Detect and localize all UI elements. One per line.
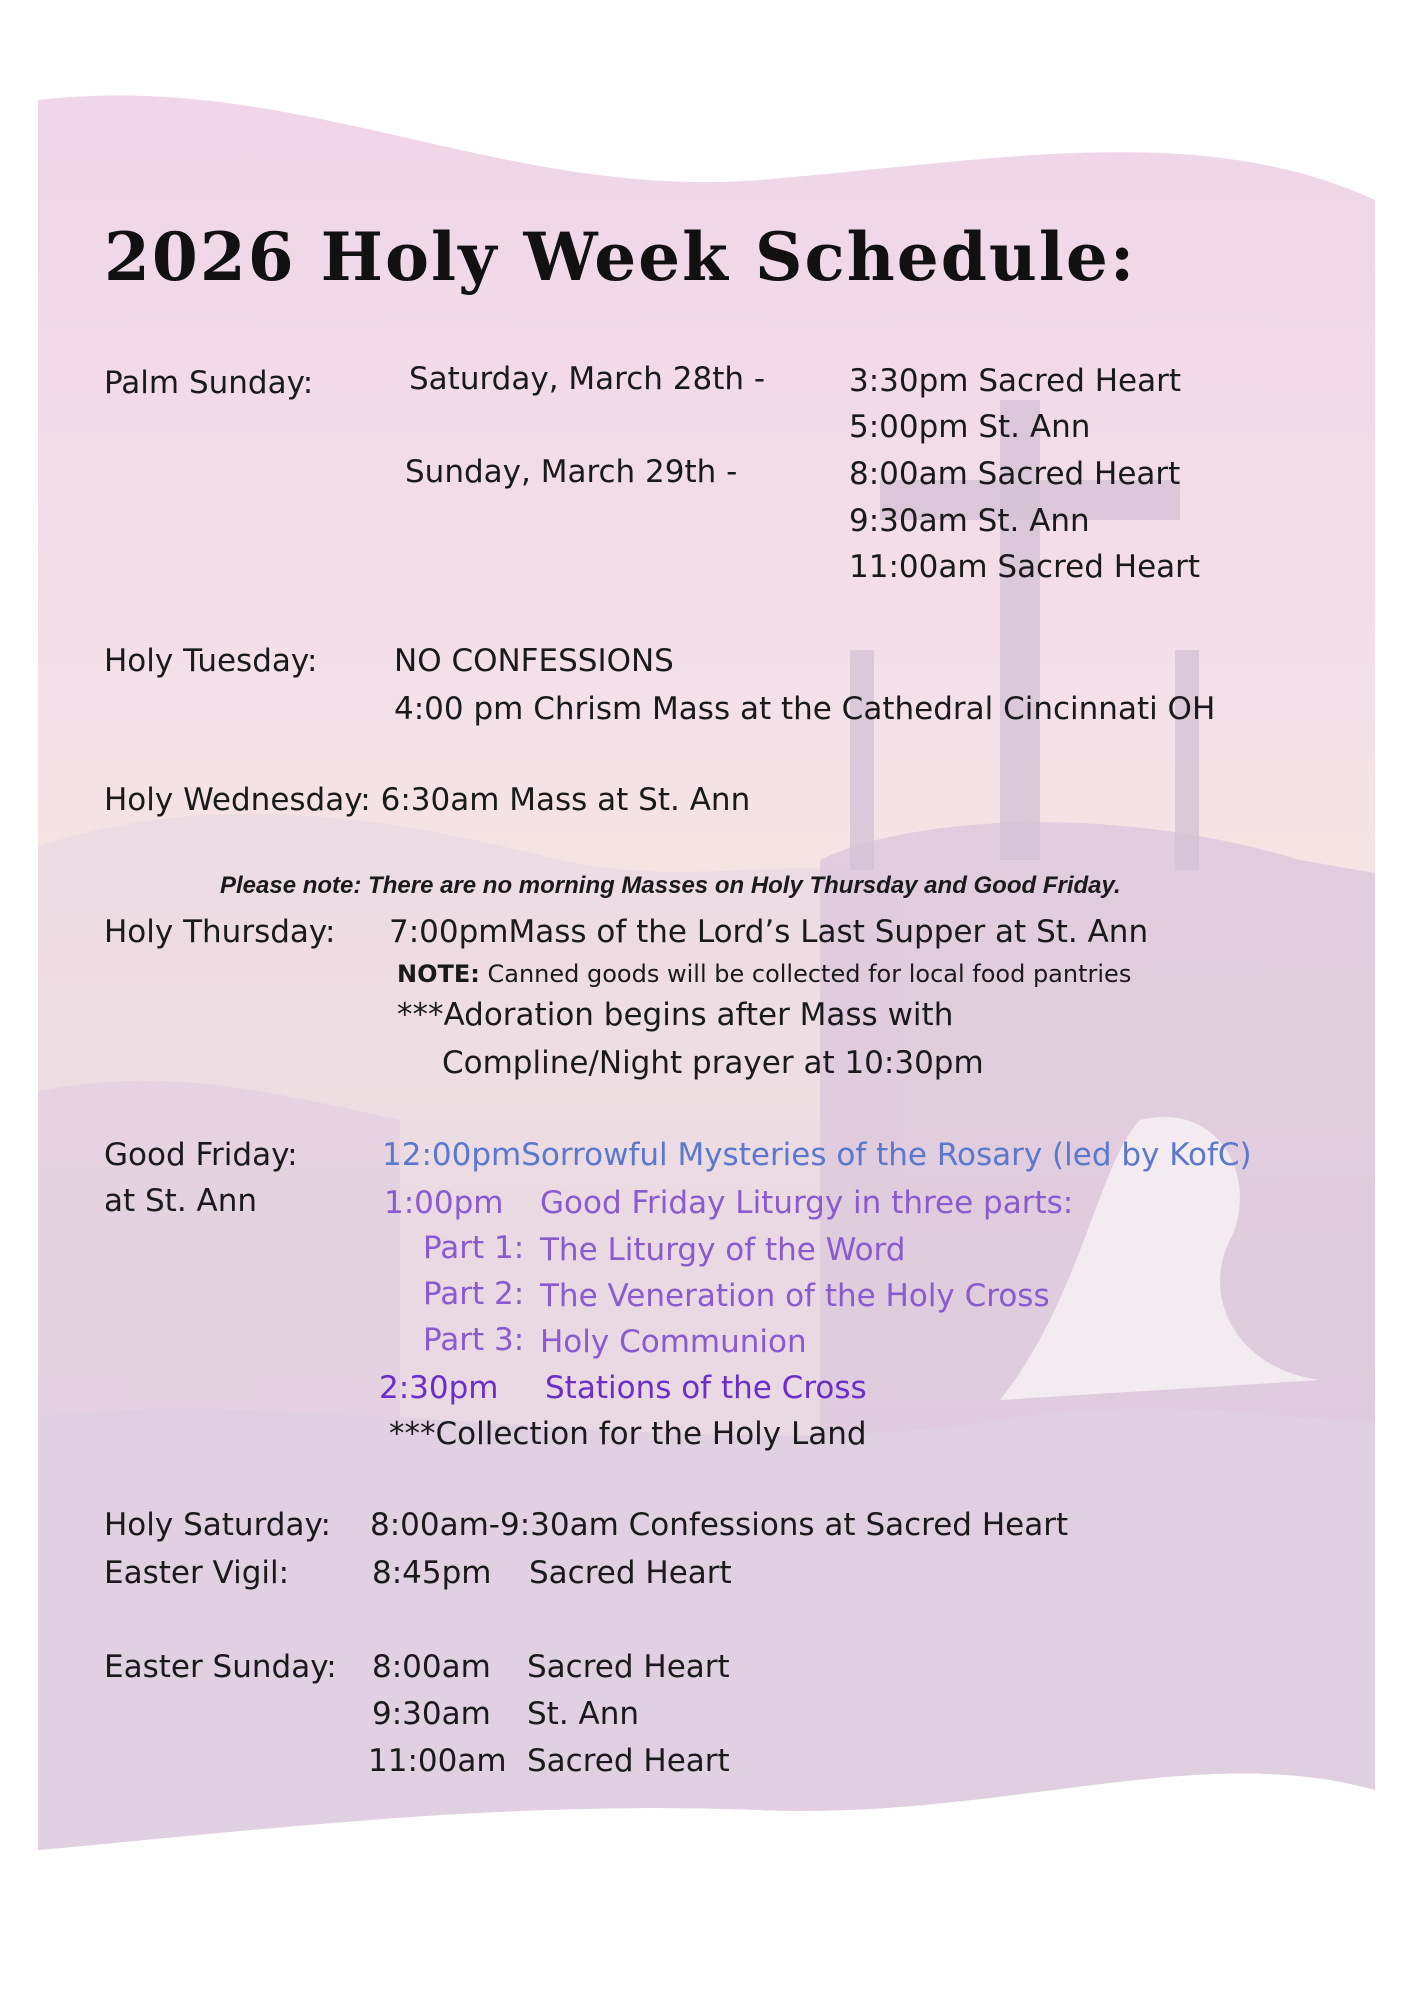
holy-thursday-note — [397, 962, 1131, 986]
easter-mass-time: 11:00am — [368, 1743, 507, 1779]
palm-sunday-time: 9:30am St. Ann — [849, 503, 1090, 539]
holy-tuesday-line1: NO CONFESSIONS — [394, 643, 674, 679]
easter-sunday-label: Easter Sunday: — [104, 1649, 337, 1685]
part-label: Part 2: — [423, 1276, 525, 1312]
palm-sunday-time: 3:30pm Sacred Heart — [849, 363, 1182, 399]
palm-sunday-time: 8:00am Sacred Heart — [849, 456, 1181, 492]
good-friday-location: at St. Ann — [104, 1183, 258, 1219]
easter-mass-place: Sacred Heart — [527, 1743, 730, 1779]
note-label: NOTE: — [397, 960, 480, 988]
palm-sunday-saturday: Saturday, March 28th - — [409, 361, 766, 397]
rosary: 12:00pmSorrowful Mysteries of the Rosary (led by KofC) — [382, 1137, 1252, 1173]
easter-mass-time: 8:00am — [372, 1649, 491, 1685]
part-text: Holy Communion — [540, 1324, 807, 1360]
stations-text: Stations of the Cross — [545, 1370, 867, 1406]
part-text: The Liturgy of the Word — [540, 1232, 906, 1268]
stations-time: 2:30pm — [379, 1370, 499, 1406]
liturgy-title: Good Friday Liturgy in three parts: — [540, 1185, 1074, 1221]
holy-wednesday: Holy Wednesday: 6:30am Mass at St. Ann — [104, 782, 751, 818]
holy-tuesday-line2: 4:00 pm Chrism Mass at the Cathedral Cincinnati OH — [394, 691, 1216, 727]
good-friday-label: Good Friday: — [104, 1137, 298, 1173]
palm-sunday-time: 11:00am Sacred Heart — [849, 549, 1201, 585]
liturgy-time: 1:00pm — [384, 1185, 504, 1221]
holy-saturday-text: 8:00am-9:30am Confessions at Sacred Heart — [370, 1507, 1069, 1543]
part-label: Part 1: — [423, 1230, 525, 1266]
part-text: The Veneration of the Holy Cross — [540, 1278, 1050, 1314]
easter-mass-time: 9:30am — [372, 1696, 491, 1732]
holy-thursday-label: Holy Thursday: — [104, 914, 336, 950]
adoration-line2: Compline/Night prayer at 10:30pm — [442, 1045, 984, 1081]
easter-vigil-label: Easter Vigil: — [104, 1555, 290, 1591]
please-note: Please note: There are no morning Masses on Holy Thursday and Good Friday. — [220, 872, 1121, 899]
easter-mass-place: Sacred Heart — [527, 1649, 730, 1685]
palm-sunday-label: Palm Sunday: — [104, 365, 314, 401]
easter-vigil-time: 8:45pm — [372, 1555, 492, 1591]
adoration-line1: ***Adoration begins after Mass with — [397, 997, 954, 1033]
collection-note: ***Collection for the Holy Land — [389, 1416, 867, 1452]
holy-saturday-label: Holy Saturday: — [104, 1507, 331, 1543]
easter-mass-place: St. Ann — [527, 1696, 640, 1732]
note-text: Canned goods will be collected for local food pantries — [487, 960, 1132, 988]
holy-thursday-mass: 7:00pmMass of the Lord’s Last Supper at St. Ann — [389, 914, 1149, 950]
holy-tuesday-label: Holy Tuesday: — [104, 643, 318, 679]
palm-sunday-sunday: Sunday, March 29th - — [405, 454, 738, 490]
page-title: 2026 Holy Week Schedule: — [104, 218, 1137, 296]
easter-vigil-place: Sacred Heart — [529, 1555, 732, 1591]
palm-sunday-time: 5:00pm St. Ann — [849, 409, 1091, 445]
part-label: Part 3: — [423, 1322, 525, 1358]
